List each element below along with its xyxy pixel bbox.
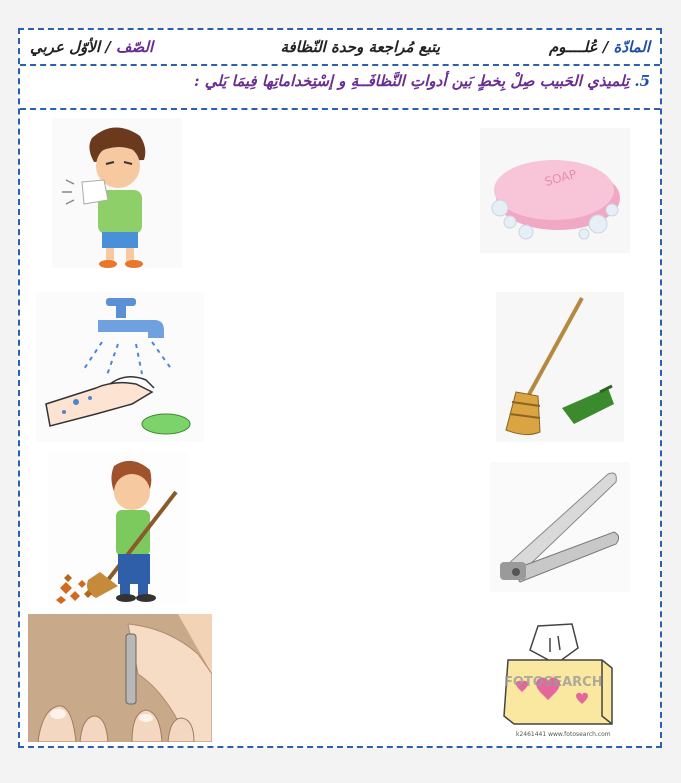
grade-field	[30, 38, 153, 56]
grade-label: الصّف	[115, 38, 154, 56]
tissue-box-image	[494, 620, 624, 740]
nail-clipper-image	[490, 462, 630, 592]
subject-field	[549, 38, 650, 56]
cutting-toenails-image	[28, 614, 212, 742]
fotosearch-caption: k2461441 www.fotosearch.com	[516, 731, 611, 738]
subject-value: عُلــــوم	[548, 38, 598, 56]
broom-dustpan-image	[496, 292, 624, 442]
instruction	[30, 72, 650, 90]
header-divider	[20, 64, 660, 66]
instruction-text: تِلميذي الحَبيب صِلْ بِخطٍ بَين أدواتِ النَّظافَــةِ و إسْتِخداماتِها فِيمَا يَلي :	[194, 72, 630, 90]
subject-slash: /	[602, 38, 609, 56]
grade-slash: /	[105, 38, 111, 56]
sweeping-boy-image	[48, 452, 188, 604]
soap-box-text: SOAP	[543, 167, 578, 189]
worksheet	[18, 28, 662, 748]
sneezing-boy-image	[52, 118, 182, 268]
grade-value: الأوّل عربي	[30, 38, 100, 56]
fotosearch-watermark: FOTOSEARCH	[504, 675, 603, 690]
subject-label: المادّة	[613, 38, 650, 56]
soap-image	[480, 128, 630, 253]
header-bar	[20, 30, 660, 64]
question-number: 5.	[634, 72, 650, 90]
washing-hands-image	[36, 292, 204, 442]
unit-title: يتبع مُراجعة وحدة النّظافة	[280, 38, 440, 56]
instruction-divider	[20, 108, 660, 110]
